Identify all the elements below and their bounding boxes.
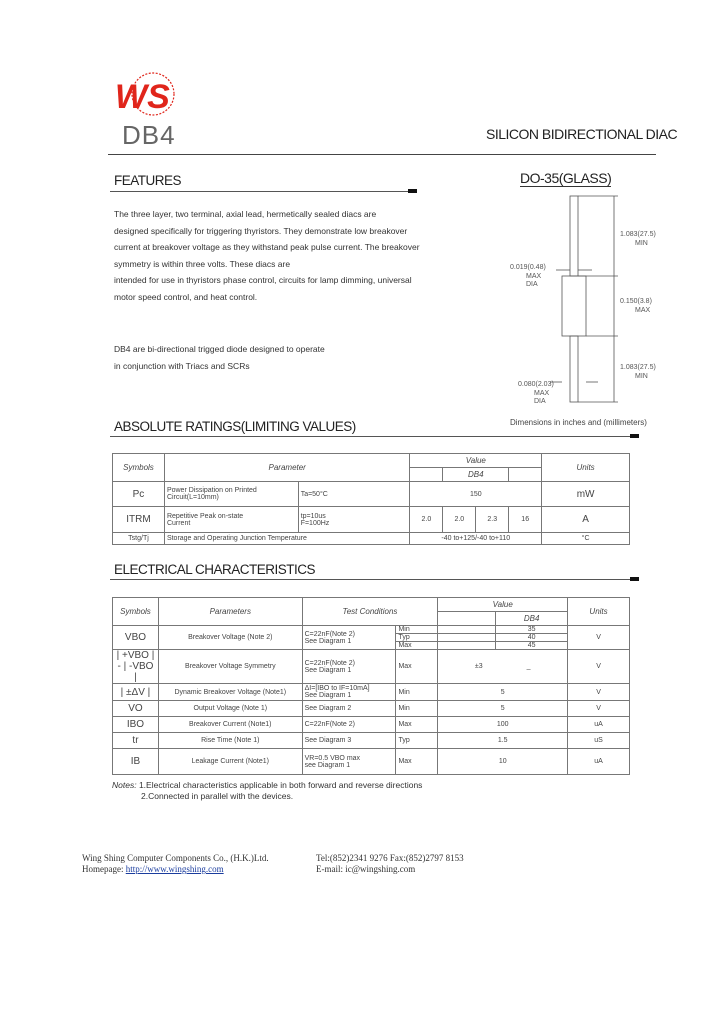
- dim-lead-top: 1.083(27.5): [620, 231, 656, 238]
- abs-ratings-table: [112, 453, 630, 545]
- dimensions-note: Dimensions in inches and (millimeters): [510, 418, 647, 427]
- table-row: [113, 749, 630, 775]
- cell-param: Breakover Voltage Symmetry: [158, 650, 302, 684]
- abs-ratings-rule-mark: [630, 434, 639, 438]
- col-parameter: Parameter: [164, 454, 409, 482]
- features-line: motor speed control, and heat control.: [114, 291, 258, 302]
- cell-unit: uS: [568, 733, 630, 749]
- cell-param: Rise Time (Note 1): [158, 733, 302, 749]
- note-item: 2.Connected in parallel with the devices.: [141, 791, 294, 801]
- dim-lead-bottom: 1.083(27.5): [620, 364, 656, 371]
- col-parameters: Parameters: [158, 598, 302, 626]
- cell-value: -40 to+125/-40 to+110: [410, 533, 542, 545]
- cell-symbol: Pc: [113, 482, 165, 507]
- table-row: [113, 701, 630, 717]
- electrical-heading: ELECTRICAL CHARACTERISTICS: [114, 562, 316, 577]
- col-units: Units: [568, 598, 630, 626]
- col-value: Value: [438, 598, 568, 612]
- features-rule: [110, 191, 410, 192]
- cell-sub: Typ: [396, 733, 438, 749]
- part-number: DB4: [122, 120, 176, 150]
- table-row: [113, 733, 630, 749]
- electrical-table: [112, 597, 630, 775]
- logo-text: WS: [115, 78, 170, 116]
- cell-unit: V: [568, 701, 630, 717]
- cell-param: Output Voltage (Note 1): [158, 701, 302, 717]
- electrical-rule: [110, 579, 636, 580]
- cell-sub: Min: [396, 684, 438, 701]
- cell-param: Dynamic Breakover Voltage (Note1): [158, 684, 302, 701]
- cell-cond: C=22nF(Note 2): [302, 717, 396, 733]
- dim-lead-top-min: MIN: [635, 240, 648, 247]
- cell-value: 2.0: [443, 507, 476, 533]
- cell-unit: V: [568, 650, 630, 684]
- package-title: DO-35(GLASS): [520, 170, 612, 186]
- dim-body-length: 0.150(3.8): [620, 298, 652, 305]
- cell-symbol: IBO: [113, 717, 159, 733]
- cell-value: ±3 _: [438, 650, 568, 684]
- cell-param: Breakover Voltage (Note 2): [158, 626, 302, 650]
- table-row: [113, 717, 630, 733]
- footer-homepage: Homepage: http://www.wingshing.com: [82, 864, 224, 874]
- cell-value: 2.3: [476, 507, 509, 533]
- features-line: intended for use in thyristors phase control, circuits for lamp dimming, universal: [114, 275, 412, 285]
- table-row: [113, 482, 630, 507]
- cell-symbol: VO: [113, 701, 159, 717]
- cell-cond: C=22nF(Note 2) See Diagram 1: [302, 626, 396, 650]
- features-line: DB4 are bi-directional trigged diode designed to operate: [114, 344, 325, 354]
- cell-cond: See Diagram 2: [302, 701, 396, 717]
- cell-cond: See Diagram 3: [302, 733, 396, 749]
- company-logo: [113, 70, 179, 120]
- cell-unit: V: [568, 626, 630, 650]
- features-paragraph-2: [114, 341, 325, 374]
- cell-sub: Max: [396, 642, 438, 650]
- features-heading: FEATURES: [114, 173, 182, 188]
- table-row: [113, 626, 630, 634]
- cell-value: 150: [410, 482, 542, 507]
- cell-value: 100: [438, 717, 568, 733]
- abs-ratings-rule: [110, 436, 636, 437]
- dim-lead-dia-label: DIA: [526, 281, 538, 288]
- electrical-rule-mark: [630, 577, 639, 581]
- features-line: current at breakover voltage as they withstand peak pulse current. The breakover: [114, 242, 420, 252]
- cell-unit: A: [542, 507, 630, 533]
- dim-lead-dia: 0.019(0.48): [510, 264, 546, 271]
- cell-value: 10: [438, 749, 568, 775]
- dim-lead-bottom-min: MIN: [635, 373, 648, 380]
- cell-cond: C=22nF(Note 2) See Diagram 1: [302, 650, 396, 684]
- package-outline-drawing: [500, 192, 670, 412]
- dim-body-dia-max: MAX: [534, 390, 550, 397]
- lead-bottom: [570, 336, 578, 402]
- cell-symbol: VBO: [113, 626, 159, 650]
- col-value: Value: [410, 454, 542, 468]
- col-device: DB4: [443, 468, 509, 482]
- homepage-link[interactable]: http://www.wingshing.com: [125, 864, 224, 874]
- abs-ratings-heading: ABSOLUTE RATINGS(LIMITING VALUES): [114, 419, 356, 434]
- cell-symbol: IB: [113, 749, 159, 775]
- dim-body-dia-label: DIA: [534, 398, 546, 405]
- cell-param: Power Dissipation on Printed Circuit(L=10mm): [164, 482, 298, 507]
- cell-sub: Max: [396, 650, 438, 684]
- cell-value: 45: [496, 642, 568, 650]
- footer-tel-fax: Tel:(852)2341 9276 Fax:(852)2797 8153: [316, 853, 464, 863]
- features-line: designed specifically for triggering thyristors. They demonstrate low breakover: [114, 225, 408, 236]
- cell-sub: Min: [396, 701, 438, 717]
- cell-param: Storage and Operating Junction Temperature: [164, 533, 409, 545]
- dim-lead-dia-max: MAX: [526, 273, 542, 280]
- cell-cond: tp=10us F=100Hz: [298, 507, 410, 533]
- cell-symbol: Tstg/Tj: [113, 533, 165, 545]
- features-rule-mark: [408, 189, 417, 193]
- cell-symbol: tr: [113, 733, 159, 749]
- cell-value: 35: [496, 626, 568, 634]
- cell-value: 5: [438, 684, 568, 701]
- col-symbols: Symbols: [113, 454, 165, 482]
- cell-value: 16: [509, 507, 542, 533]
- features-line: The three layer, two terminal, axial lead, hermetically sealed diacs are: [114, 209, 377, 219]
- cell-symbol: | +VBO | - | -VBO |: [113, 650, 159, 684]
- header-rule: [108, 154, 656, 155]
- col-test-conditions: Test Conditions: [302, 598, 438, 626]
- diode-body: [562, 276, 586, 336]
- notes: [112, 780, 422, 802]
- notes-label: Notes:: [112, 780, 137, 790]
- lead-top: [570, 196, 578, 276]
- cell-value: 1.5: [438, 733, 568, 749]
- table-row: [113, 650, 630, 684]
- dim-body-dia: 0.080(2.03): [518, 381, 554, 388]
- cell-cond: ΔI=[IBO to IF=10mA] See Diagram 1: [302, 684, 396, 701]
- cell-value: 2.0: [410, 507, 443, 533]
- cell-param: Leakage Current (Note1): [158, 749, 302, 775]
- document-title: SILICON BIDIRECTIONAL DIAC: [486, 126, 678, 142]
- cell-unit: V: [568, 684, 630, 701]
- table-row: [113, 507, 630, 533]
- cell-value: 40: [496, 634, 568, 642]
- cell-unit: uA: [568, 749, 630, 775]
- cell-sub: Min: [396, 626, 438, 634]
- footer-email[interactable]: E-mail: ic@wingshing.com: [316, 864, 416, 874]
- footer-company: Wing Shing Computer Components Co., (H.K.)Ltd.: [82, 853, 269, 863]
- features-line: symmetry is within three volts. These diacs are: [114, 258, 291, 269]
- col-units: Units: [542, 454, 630, 482]
- col-device: DB4: [496, 612, 568, 626]
- cell-cond: VR=0.5 VBO max see Diagram 1: [302, 749, 396, 775]
- features-paragraph: [114, 206, 420, 305]
- cell-unit: mW: [542, 482, 630, 507]
- cell-symbol: ITRM: [113, 507, 165, 533]
- dim-body-length-max: MAX: [635, 307, 651, 314]
- note-item: 1.Electrical characteristics applicable in both forward and reverse directions: [138, 780, 423, 790]
- cell-unit: °C: [542, 533, 630, 545]
- cell-symbol: | ±ΔV |: [113, 684, 159, 701]
- col-symbols: Symbols: [113, 598, 159, 626]
- cell-sub: Max: [396, 717, 438, 733]
- table-row: [113, 533, 630, 545]
- cell-sub: Max: [396, 749, 438, 775]
- table-row: [113, 684, 630, 701]
- cell-sub: Typ: [396, 634, 438, 642]
- cell-value: 5: [438, 701, 568, 717]
- cell-unit: uA: [568, 717, 630, 733]
- cell-cond: Ta=50°C: [298, 482, 410, 507]
- features-line: in conjunction with Triacs and SCRs: [114, 360, 250, 371]
- cell-param: Breakover Current (Note1): [158, 717, 302, 733]
- cell-param: Repetitive Peak on-state Current: [164, 507, 298, 533]
